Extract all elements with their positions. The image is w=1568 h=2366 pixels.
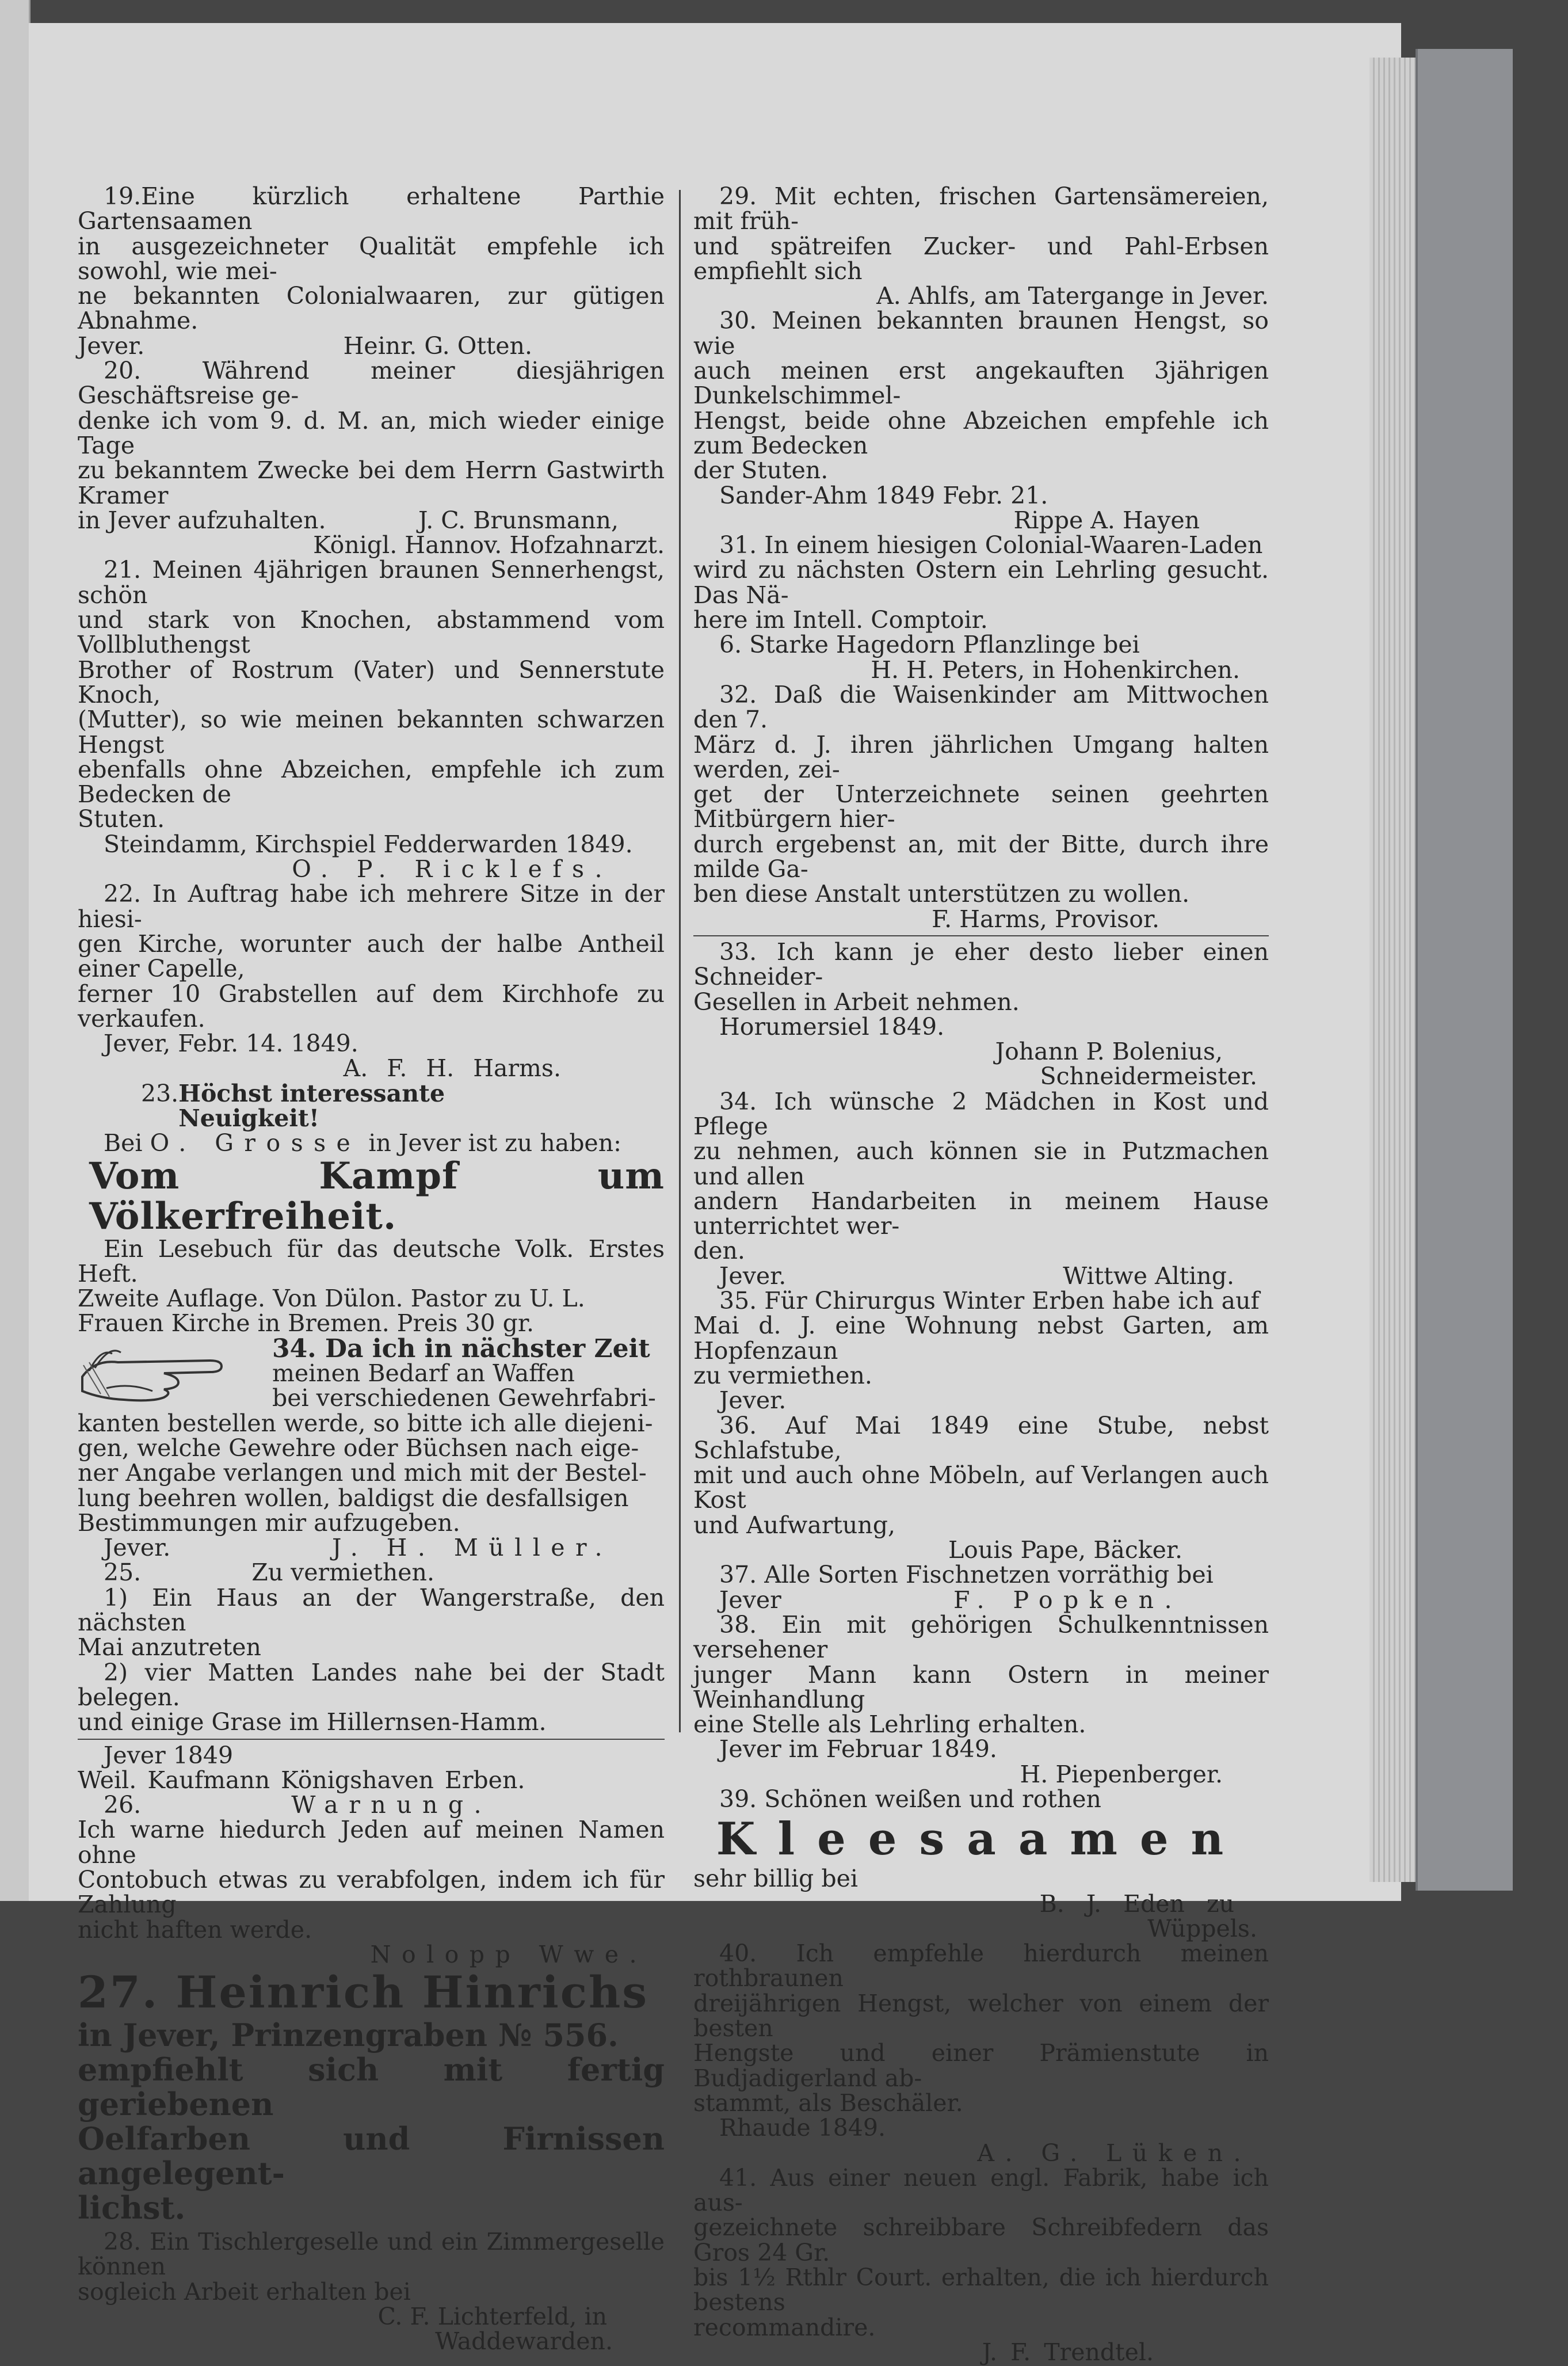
- column-divider: [679, 190, 681, 1732]
- signature: O. P. Ricklefs.: [292, 855, 613, 883]
- signature: Nolopp Wwe.: [370, 1940, 647, 1968]
- signature: J. H. Müller.: [332, 1534, 613, 1562]
- signature: Rippe A. Hayen: [1013, 506, 1200, 534]
- signature: Heinr. G. Otten.: [343, 332, 532, 360]
- ad-heading: Höchst interessante Neuigkeit!: [178, 1079, 445, 1132]
- signature: Johann P. Bolenius,: [995, 1038, 1223, 1066]
- page-edges: [1369, 58, 1421, 1882]
- ad-34-weapons: 34. Da ich in nächster Zeit meinen Bedarf an Waffen bei verschiedenen Gewehrfabri- kanten bestellen werde, so bitte ich alle diejeni- gen, welche Gewehre oder Büchsen nach eige- ner Angabe verlangen und mich mit der Bestel- lung beehren wollen, baldigst die desfallsigen Bestimmungen mir aufzugeben. Jever. J. H. Müller.: [78, 1334, 656, 1562]
- ad-27: 27. Heinrich Hinrichs in Jever, Prinzengraben № 556. empfiehlt sich mit fertig geriebenen Oelfarben und Firnissen angelegent- lichst.: [78, 1967, 665, 2227]
- ad-22: 22. In Auftrag habe ich mehrere Sitze in der hiesi- gen Kirche, worunter auch der halbe Antheil einer Capelle, ferner 10 Grabstellen auf dem Kirchhofe zu verkaufen. Jever, Febr. 14. 1849. A. F. H. Harms.: [78, 880, 665, 1083]
- ad-19: 19.Eine kürzlich erhaltene Parthie Gartensaamen in ausgezeichneter Qualität empfehle ich sowohl, wie mei- ne bekannten Colonialwaaren, zur gütigen Abnahme. Jever. Heinr. G. Otten.: [78, 182, 665, 360]
- ad-23: 23. Höchst interessante Neuigkeit! Bei O. Grosse in Jever ist zu haben: Vom Kampf um Völkerfreiheit. Ein Lesebuch für das deutsche Volk. Erstes Heft. Zweite Auflage. Von Dülon. Pastor zu U. L. Frauen Kirche in Bremen. Preis 30 gr.: [78, 1079, 665, 1338]
- ad-heading: Zu vermiethen.: [251, 1559, 434, 1587]
- ad-32: 32. Daß die Waisenkinder am Mittwochen den 7. März d. J. ihren jährlichen Umgang halten werden, zei- get der Unterzeichnete seinen geehrten Mitbürgern hier- durch ergebenst an, mit der Bitte, durch ihre milde Ga- ben diese Anstalt unterstützen zu wollen. F. Harms, Provisor.: [693, 680, 1269, 933]
- signature: H. H. Peters, in Hohenkirchen.: [871, 656, 1240, 684]
- ad-39: 39. Schönen weißen und rothen Kleesaamen sehr billig bei B. J. Eden zu Wüppels.: [693, 1787, 1269, 1941]
- ad-34-girls: 34. Ich wünsche 2 Mädchen in Kost und Pflege zu nehmen, auch können sie in Putzmachen und allen andern Handarbeiten in meinem Hause unterrichtet wer- den. Jever. Wittwe Alting.: [693, 1087, 1269, 1290]
- signature: Louis Pape, Bäcker.: [948, 1536, 1182, 1564]
- advertiser-name: 27. Heinrich Hinrichs: [78, 1967, 649, 2018]
- ad-37: 37. Alle Sorten Fischnetzen vorräthig bei Jever F. Popken.: [719, 1561, 1214, 1614]
- ad-30: 30. Meinen bekannten braunen Hengst, so wie auch meinen erst angekauften 3jährigen Dunkelschimmel- Hengst, beide ohne Abzeichen empfehle ich zum Bedecken der Stuten. Sander-Ahm 1849 Febr. 21. Rippe A. Hayen: [693, 307, 1269, 534]
- ad-36: 36. Auf Mai 1849 eine Stube, nebst Schlafstube, mit und auch ohne Möbeln, auf Verlangen auch Kost und Aufwartung, Louis Pape, Bäcker.: [693, 1411, 1269, 1564]
- signature: A. G. Lüken.: [977, 2139, 1252, 2167]
- signature: B. J. Eden zu: [1039, 1889, 1234, 1918]
- signature: F. Popken.: [953, 1586, 1182, 1614]
- ad-separator: [78, 1739, 665, 1740]
- signature: J. F. Trendtel.: [982, 2338, 1154, 2366]
- kleesaamen-headline: Kleesaamen: [716, 1813, 1246, 1866]
- ad-31: 31. In einem hiesigen Colonial-Waaren-Laden wird zu nächsten Ostern ein Lehrling gesucht. Das Nä- here im Intell. Comptoir.: [693, 531, 1269, 634]
- left-column: [78, 184, 665, 2354]
- ad-33: 33. Ich kann je eher desto lieber einen Schneider- Gesellen in Arbeit nehmen. Horumersiel 1849. Johann P. Bolenius, Schneidermeister.: [693, 938, 1269, 1091]
- ad-heading: Warnung.: [291, 1791, 492, 1819]
- ad-41: 41. Aus einer neuen engl. Fabrik, habe ich aus- gezeichnete schreibbare Schreibfedern das Gros 24 Gr. bis 1½ Rthlr Court. erhalten, die ich hierdurch bestens recommandire. J. F. Trendtel.: [693, 2163, 1269, 2366]
- ad-38: 38. Ein mit gehörigen Schulkenntnissen versehener junger Mann kann Ostern in meiner Weinhandlung eine Stelle als Lehrling erhalten. Jever im Februar 1849. H. Piepenberger.: [693, 1610, 1269, 1788]
- ad-separator: [693, 935, 1269, 936]
- ad-29: 29. Mit echten, frischen Gartensämereien, mit früh- und spätreifen Zucker- und Pahl-Erbsen empfiehlt sich A. Ahlfs, am Tatergange in Jever.: [693, 182, 1269, 310]
- ad-20: 20. Während meiner diesjährigen Geschäftsreise ge- denke ich vom 9. d. M. an, mich wieder einige Tage zu bekanntem Zwecke bei dem Herrn Gastwirth Kramer in Jever aufzuhalten. J. C. Brunsmann, Königl. Hannov. Hofzahnarzt.: [78, 357, 665, 559]
- ad-26: 26. Warnung. Ich warne hiedurch Jeden auf meinen Namen ohne Contobuch etwas zu verabfolgen, indem ich für Zahlung nicht haften werde. Nolopp Wwe.: [78, 1791, 665, 1968]
- ad-40: 40. Ich empfehle hierdurch meinen rothbraunen dreijährigen Hengst, welcher von einem der besten Hengste und einer Prämienstute in Budjadigerland ab- stammt, als Beschäler. Rhaude 1849. A. G. Lüken.: [693, 1940, 1269, 2167]
- book-cover-edge: [1416, 49, 1513, 1891]
- right-column: [693, 184, 1269, 2365]
- signature: H. Piepenberger.: [1020, 1760, 1223, 1788]
- ad-28: 28. Ein Tischlergeselle und ein Zimmergeselle können sogleich Arbeit erhalten bei C. F. Lichterfeld, in Waddewarden.: [78, 2228, 665, 2356]
- signature: J. C. Brunsmann,: [418, 506, 619, 534]
- signature: F. Harms, Provisor.: [932, 905, 1159, 933]
- ad-6: 6. Starke Hagedorn Pflanzlinge bei H. H. Peters, in Hohenkirchen.: [693, 633, 1269, 683]
- book-title: Vom Kampf um Völkerfreiheit.: [89, 1154, 665, 1238]
- signature: A. Ahlfs, am Tatergange in Jever.: [876, 282, 1269, 310]
- ad-21: 21. Meinen 4jährigen braunen Sennerhengst, schön und stark von Knochen, abstammend vom Vollbluthengst Brother of Rostrum (Vater) und Sennerstute Knoch, (Mutter), so wie meinen bekannten schwarzen Hengst ebenfalls ohne Abzeichen, empfehle ich zum Bedecken de Stuten. Steindamm, Kirchspiel Fedderwarden 1849. O. P. Ricklefs.: [78, 556, 665, 883]
- pointing-hand-icon: [78, 1336, 262, 1405]
- ad-35: 35. Für Chirurgus Winter Erben habe ich auf Mai d. J. eine Wohnung nebst Garten, am Hopfenzaun zu vermiethen. Jever.: [693, 1287, 1269, 1415]
- ad-25: 25. Zu vermiethen. 1) Ein Haus an der Wangerstraße, den nächsten Mai anzutreten 2) vier Matten Landes nahe bei der Stadt belegen. und einige Grase im Hillernsen-Hamm. Jever 1849 Weil. Kaufmann Königshaven Erben.: [78, 1559, 665, 1794]
- signature: A. F. H. Harms.: [343, 1054, 561, 1083]
- signature: Wittwe Alting.: [1063, 1262, 1234, 1290]
- book-spine-left: [0, 0, 30, 1901]
- signature: C. F. Lichterfeld, in: [377, 2303, 607, 2331]
- signature: Weil. Kaufmann Königshaven Erben.: [78, 1766, 525, 1794]
